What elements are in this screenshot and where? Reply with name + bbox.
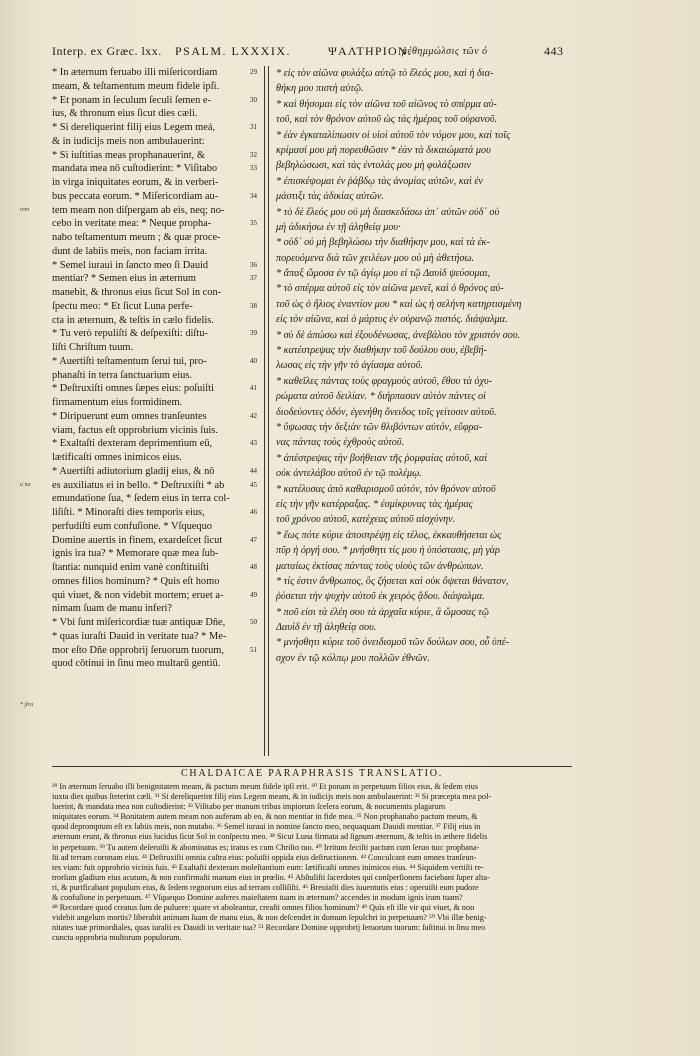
verse-number: 35 (250, 219, 257, 228)
greek-line: * μνήσθητι κύριε τοῦ ὀνειδισμοῦ τῶν δούλων σου, οὗ ὑπέ- (276, 637, 510, 649)
chaldaic-line: & confuſione in perpetuum. ⁴⁷ Vſquequo Domine auferes maieſtatem tuam in æternum? accendes in modum ignis iram tuam? (52, 893, 463, 903)
latin-line: viam, factus eſt opprobrium vicinis ſuis. (52, 424, 218, 436)
latin-line: quod cōtinui in ſinu meo multarū gentiū. (52, 658, 221, 670)
chaldaic-line: nitates tuæ primordiales, quas iuraſti ex Dauidi in veritate tua? ⁵¹ Recordare Domine opprobrij ſeruorum tuorum: ſuſtinui in ſinu meo (52, 923, 486, 933)
verse-number: 31 (250, 123, 257, 131)
greek-line: διοδεύοντες ὁδόν, ἐγενήθη ὄνειδος τοῖς γείτοσιν αὐτοῦ. (276, 406, 497, 418)
margin-note: rem (20, 206, 30, 213)
greek-line: * καὶ θήσομαι εἰς τὸν αἰῶνα τοῦ αἰῶνος τὸ σπέρμα αὐ- (276, 98, 497, 110)
latin-line: & in iudicijs meis non ambulauerint: (52, 135, 205, 147)
latin-line: * Et ponam in ſeculum ſeculi ſemen e- (52, 94, 211, 106)
greek-line: * ἕως πότε κύριε ἀποστρέψῃ εἰς τέλος, ἐκκαυθήσεται ὡς (276, 529, 502, 541)
latin-line: nimam ſuam de manu inferi? (52, 603, 173, 615)
verse-number: 46 (250, 508, 257, 516)
column-rule-right (268, 66, 269, 756)
latin-line: perfudiſti eum confuſione. * Vſquequo (52, 520, 212, 532)
latin-line: ignis ira tua? * Memorare quæ mea ſub- (52, 548, 219, 560)
latin-line: liſiſti. * Minoraſti dies temporis eius, (52, 507, 205, 518)
verse-number: 51 (250, 645, 257, 654)
greek-line: * κατέστρεψας τὴν διαθήκην τοῦ δούλου σου, ἐβεβή- (276, 345, 487, 357)
greek-line: τοῦ, καὶ τὸν θρόνον αὐτοῦ ὡς τὰς ἡμέρας τοῦ οὐρανοῦ. (276, 114, 498, 126)
greek-line: * κατέλυσας ἀπὸ καθαρισμοῦ αὐτόν, τὸν θρόνον αὐτοῦ (276, 483, 496, 495)
greek-line: * ἐπισκέψομαι ἐν ῥάβδῳ τὰς ἀνομίας αὐτῶν, καὶ ἐν (276, 175, 483, 187)
latin-line: ius, & thronum eius ſicut dies cæli. (52, 108, 198, 120)
chaldaic-line: tes viam: fuit opprobrio vicinis ſuis. ⁴³ Exaltaſti dexteram moleſtantium eum: lætificaſti omnes inimicos eius. ⁴⁴ Siquidem vertiſti re- (52, 862, 484, 872)
greek-line: * ὕψωσας τὴν δεξιὰν τῶν θλιβόντων αὐτόν, εὔφρα- (276, 421, 483, 433)
chaldaic-line: videbit angelum mortis? liberabit animam ſuam de manu eius, & non deſcendet in domum ſepulchri in perpetuum? ⁵⁰ Vbi illæ benig- (52, 913, 487, 923)
margin-note: * ſtra (20, 701, 34, 708)
verse-number: 33 (250, 164, 257, 173)
greek-line: σχον ἐν τῷ κόλπῳ μου πολλῶν ἐθνῶν. (276, 652, 430, 664)
greek-line: λωσας εἰς τὴν γῆν τὸ ἁγίασμα αὐτοῦ. (276, 360, 423, 372)
greek-line: βεβηλώσωσι, καὶ τὰς ἐντολάς μου μὴ φυλάξωσιν (276, 160, 472, 172)
greek-line: * ποῦ εἰσι τὰ ἐλέη σου τὰ ἀρχαῖα κύριε, ἃ ὤμοσας τῷ (276, 606, 489, 618)
latin-line: * Auertiſti teſtamentum ſerui tui, pro- (52, 355, 207, 367)
chaldaic-line: iuxta dies quibus ſteterint cæli. ³¹ Si dereliquerint filij eius Legem meam, & in iudicijs meis non ambulauerint: ³² Si præcepta mea pol- (52, 792, 492, 802)
verse-number: 32 (250, 150, 257, 159)
verse-number: 39 (250, 329, 257, 338)
chaldaic-title: CHALDAICAE PARAPHRASIS TRANSLATIO. (180, 768, 444, 779)
greek-line: ρώματα αὐτοῦ δειλίαν. * διήρπασαν αὐτὸν πάντες οἱ (276, 391, 486, 403)
greek-line: * οὐδ᾽ οὐ μὴ βεβηλώσω τὴν διαθήκην μου, καὶ τὰ ἐκ- (276, 237, 490, 249)
greek-line: τοῦ ὡς ὁ ἥλιος ἐναντίον μου * καὶ ὡς ἡ σελήνη κατηρτισμένη (276, 298, 522, 310)
verse-number: 45 (250, 480, 257, 489)
greek-column (276, 66, 566, 666)
chaldaic-line: in perpetuum. ³⁹ Tu autem deſeruiſti & abominatus es; iratus es cum Chriſto tuo. ⁴⁰ Irritum feciſti pactum cum ſeruo tuo: propbana- (52, 842, 480, 852)
greek-line: οὐκ ἀντελάβου αὐτοῦ ἐν τῷ πολέμῳ. (276, 468, 422, 480)
running-header (52, 44, 572, 62)
chaldaic-line: æternum erunt, & thronus eius lucidus ſicut Sol in conſpectu meo. ³⁸ Sicut Luna firmata ad ſignum æternum, & teſtis in æthere fidelis (52, 832, 488, 842)
greek-line: * σὺ δὲ ἀπώσω καὶ ἐξουδένωσας, ἀνεβάλου τὸν χριστόν σου. (276, 329, 521, 341)
chaldaic-line: luerint, & mandata mea non cuſtodierint: ³³ Viſitabo per manum tribus impiorum ſcelera eorum, & nocumentis plagarum (52, 802, 446, 812)
greek-line: εἰς τὸν αἰῶνα, καὶ ὁ μάρτυς ἐν οὐρανῷ πιστός. διάψαλμα. (276, 314, 508, 326)
latin-line: Domine auertis in finem, exardeſcet ſicut (52, 534, 223, 546)
verse-number: 49 (250, 590, 257, 599)
latin-line: nabo teſtamentum meum ; & quæ proce- (52, 232, 221, 243)
greek-line: μάστιξι τὰς ἀδικίας αὐτῶν. (276, 191, 384, 203)
verse-number: 34 (250, 191, 257, 200)
verse-number: 44 (250, 466, 257, 475)
greek-line: μὴ ἀδικήσω ἐν τῇ ἀληθείᾳ μου· (276, 221, 401, 233)
latin-column (52, 66, 257, 671)
verse-number: 48 (250, 563, 257, 571)
verse-number: 50 (250, 618, 257, 626)
column-rule-left (264, 66, 265, 756)
latin-line: firmamentum eius formidinem. (52, 397, 183, 408)
latin-line: * Si dereliquerint filij eius Legem meá, (52, 122, 216, 133)
margin-note: a na (20, 481, 31, 488)
latin-line: * Deſtruxiſti omnes ſæpes eius: poſuiſti (52, 383, 214, 395)
greek-line: * ἀπέστρεψας τὴν βοήθειαν τῆς ῥομφαίας αὐτοῦ, καὶ (276, 452, 488, 464)
page-number: 443 (544, 44, 564, 58)
greek-line: * τὸ δὲ ἔλεός μου οὐ μὴ διασκεδάσω ἀπ᾽ αὐτῶν οὐδ᾽ οὐ (276, 206, 500, 218)
verse-number: 43 (250, 439, 257, 448)
latin-line: * Diripuerunt eum omnes tranſeuntes (52, 410, 207, 422)
greek-line: * εἰς τὸν αἰῶνα φυλάξω αὐτῷ τὸ ἔλεός μου, καὶ ἡ δια- (276, 68, 494, 79)
greek-line: * τίς ἐστιν ἄνθρωπος, ὃς ζήσεται καὶ οὐκ ὄψεται θάνατον, (276, 575, 509, 587)
greek-line: * ἐὰν ἐγκαταλίπωσιν οἱ υἱοὶ αὐτοῦ τὸν νόμον μου, καὶ τοῖς (276, 129, 511, 141)
latin-line: mentiar? * Semen eius in æternum (52, 273, 196, 285)
latin-line: phanaſti in terra ſanctuarium eius. (52, 369, 192, 381)
verse-number: 30 (250, 95, 257, 104)
latin-line: in virga iniquitates eorum, & in verberi- (52, 177, 219, 188)
latin-line: * In æternum feruabo illi miſericordiam (52, 67, 218, 78)
greek-line: ματαίως ἐκτίσας πάντας τοὺς υἱοὺς τῶν ἀνθρώπων. (276, 560, 484, 572)
greek-line: * ἅπαξ ὤμοσα ἐν τῷ ἁγίῳ μου εἰ τῷ Δαυὶδ ψεύσομαι, (276, 268, 491, 280)
chaldaic-body (52, 782, 572, 944)
latin-line: manebit, & thronus eius ſicut Sol in con- (52, 287, 222, 298)
latin-line: * Tu verò repuliſti & deſpexiſti: diſtu- (52, 328, 208, 340)
greek-line: εἰς τὴν γῆν κατέρραξας. * ἐσμίκρυνας τὰς ἡμέρας (276, 498, 473, 510)
greek-line: θήκη μου πιστὴ αὐτῷ. (276, 83, 364, 95)
latin-line: emundatione ſua, * ſedem eius in terra col- (52, 493, 230, 505)
greek-line: Δαυὶδ ἐν τῇ ἀληθείᾳ σου. (276, 622, 377, 634)
chaldaic-line: trorſum gladium eius acutum, & non confirmaſti manum eius in prœlio. ⁴⁵ Abſtuliſti ſacerdotes qui conſperſionem faciebant ſuper alta- (52, 872, 490, 882)
latin-line: mandata mea nō cuſtodierint: * Viſitabo (52, 163, 218, 175)
greek-line: κρίμασί μου μὴ πορευθῶσιν * ἐὰν τὰ δικαιώματά μου (276, 144, 491, 156)
verse-number: 38 (250, 301, 257, 310)
chaldaic-line: ⁴⁸ Recordare quod creatus ſum de puluere: quare vt aboleantur, creaſti omnes filios hominum? ⁴⁹ Quis eſt ille vir qui viuet, & non (52, 903, 475, 913)
greek-line: πῦρ ἡ ὀργή σου. * μνήσθητι τίς μου ἡ ὑπόστασις, μὴ γὰρ (276, 545, 500, 557)
latin-line: lætificaſti omnes inimicos eius. (52, 452, 182, 463)
verse-number: 41 (250, 384, 257, 393)
chaldaic-line: ſti ad terram coronam eius. ⁴¹ Deſtruxiſti omnia caſtra eius: poſuiſti oppida eius deſtructionem. ⁴² Conculcant eum omnes tranſeun- (52, 852, 477, 862)
latin-line: tem meam non diſpergam ab eis, neq; no- (52, 204, 225, 216)
latin-line: bus peccata eorum. * Miſericordiam au- (52, 190, 219, 202)
header-greek-note: μέθημμώλσις τῶν ό (402, 46, 488, 57)
latin-line: meam, & teſtamentum meum fidele ipſi. (52, 80, 220, 92)
verse-number: 36 (250, 260, 257, 269)
latin-line: ſtantia: nunquid enim vanè conſtituiſti (52, 562, 209, 573)
latin-line: * quas iuraſti Dauid in veritate tua? * Me- (52, 630, 227, 642)
greek-line: * τὸ σπέρμα αὐτοῦ εἰς τὸν αἰῶνα μενεῖ, καὶ ὁ θρόνος αὐ- (276, 283, 504, 295)
verse-number: 29 (250, 68, 257, 76)
greek-line: ῥύσεται τὴν ψυχὴν αὐτοῦ ἐκ χειρὸς ᾅδου. διάψαλμα. (276, 591, 485, 603)
header-greek-title: ΨΑΛΤΗΡΙΟΝ. (328, 44, 412, 58)
latin-line: es auxiliatus ei in bello. * Deſtruxiſti * ab (52, 479, 225, 491)
verse-number: 40 (250, 356, 257, 365)
greek-line: νας πάντας τοὺς ἐχθροὺς αὐτοῦ. (276, 437, 405, 449)
latin-line: * Exaltaſti dexteram deprimentium eū, (52, 438, 213, 450)
section-rule (52, 766, 572, 767)
latin-line: * Semel iuraui in ſancto meo ſi Dauid (52, 259, 209, 271)
latin-line: * Vbi ſunt miſericordiæ tuæ antiquæ Dñe, (52, 617, 226, 628)
header-left: Interp. ex Græc. lxx. (52, 44, 162, 58)
latin-line: qui viuet, & non videbit mortem; eruet a- (52, 589, 224, 601)
verse-number: 37 (250, 274, 257, 283)
latin-line: * Auertiſti adiutorium gladij eius, & nō (52, 465, 215, 477)
greek-line: * καθεῖλες πάντας τοὺς φραγμοὺς αὐτοῦ, ἔθου τὰ ὀχυ- (276, 375, 493, 387)
latin-line: cta in æternum, & teſtis in cælo fidelis. (52, 314, 214, 326)
greek-line: πορευόμενα διὰ τῶν χειλέων μου οὐ μὴ ἀθετήσω. (276, 252, 475, 264)
latin-line: omnes filios hominum? * Quis eſt homo (52, 575, 220, 587)
chaldaic-line: cuncta opprobria multorum populorum. (52, 933, 182, 943)
latin-line: mor eſto Dñe opprobrij ſeruorum tuorum, (52, 644, 224, 656)
latin-line: ſpectu meo: * Et ſicut Luna perfe- (52, 300, 193, 312)
latin-line: * Si iuſtitias meas prophanauerint, & (52, 149, 205, 161)
header-psalm: PSALM. LXXXIX. (175, 44, 292, 58)
greek-line: τοῦ χρόνου αὐτοῦ, κατέχεας αὐτοῦ αἰσχύνην. (276, 514, 456, 526)
latin-line: dunt de labiis meis, non faciam irrita. (52, 245, 208, 257)
latin-line: cebo in veritate mea: * Neque propha- (52, 218, 212, 230)
verse-number: 42 (250, 411, 257, 420)
chaldaic-line: quod depromptum eſt ex labiis meis, non mutabo. ³⁶ Semel iuraui in nomine ſancto meo, nequaquam Dauidi mentiar. ³⁷ Filij eius in (52, 822, 481, 832)
verse-number: 47 (250, 535, 257, 544)
chaldaic-line: iniquitates eorum. ³⁴ Bonitatem autem meam non auferam ab eo, & non mentiar in fide mea. ³⁵ Non prophanabo pactum meum, & (52, 812, 478, 822)
chaldaic-line: ²⁹ In æternum ſeruabo illi benignitatem meam, & pactum meum fidele ipſi erit. ³⁰ Et ponam in perpetuum filios eius, & ſedem eius (52, 782, 479, 791)
chaldaic-line: ri, & purificabant populum eius, & ſedem regnorum eius ad terram colliſiſti. ⁴⁶ Breuiaſti dies iuuentutis eius : operuiſti eum pudore (52, 882, 479, 892)
latin-line: liſti Chriſtum tuum. (52, 342, 134, 353)
